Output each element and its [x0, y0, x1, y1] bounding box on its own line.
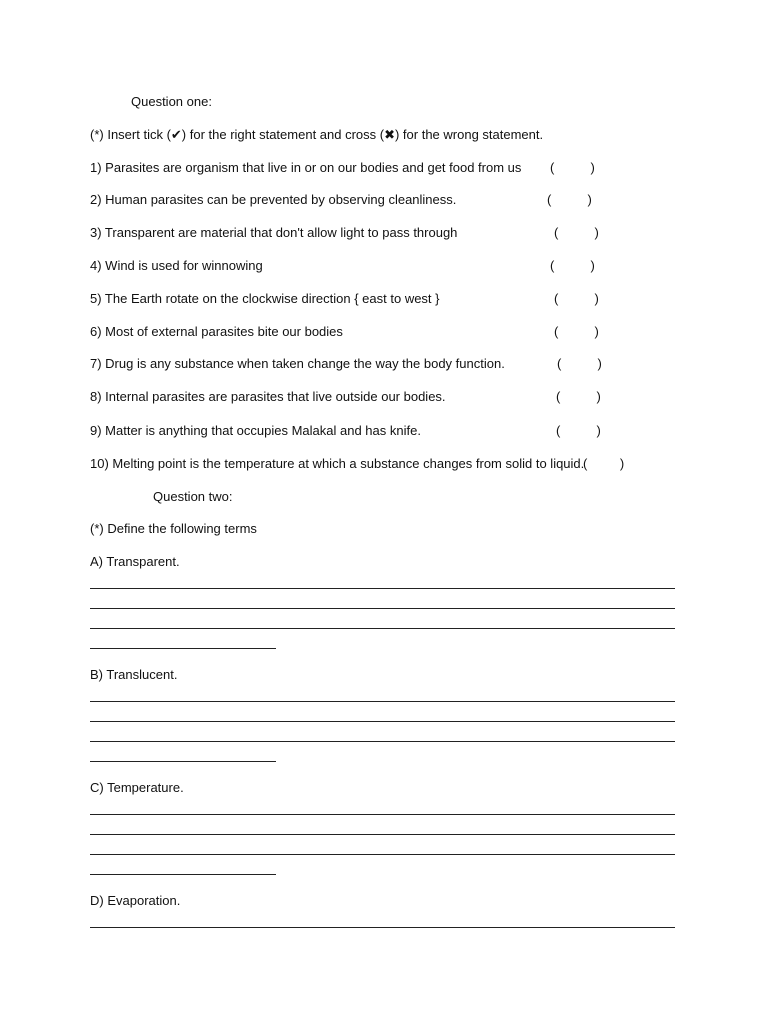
- statement-5: 5) The Earth rotate on the clockwise direction { east to west }: [90, 291, 440, 306]
- term-c-label: C) Temperature.: [90, 780, 184, 795]
- answer-box-6[interactable]: ( ): [554, 324, 599, 339]
- answer-line[interactable]: [90, 608, 675, 609]
- answer-box-2[interactable]: ( ): [547, 192, 592, 207]
- answer-line[interactable]: [90, 761, 276, 762]
- term-a-label: A) Transparent.: [90, 554, 180, 569]
- answer-line[interactable]: [90, 814, 675, 815]
- answer-line[interactable]: [90, 874, 276, 875]
- statement-7: 7) Drug is any substance when taken change the way the body function.: [90, 356, 505, 371]
- statement-3: 3) Transparent are material that don't allow light to pass through: [90, 225, 458, 240]
- statement-6: 6) Most of external parasites bite our bodies: [90, 324, 343, 339]
- answer-line[interactable]: [90, 588, 675, 589]
- question-one-instruction: (*) Insert tick (✔) for the right statement and cross (✖) for the wrong statement.: [90, 127, 544, 142]
- answer-line[interactable]: [90, 648, 276, 649]
- question-two-instruction: (*) Define the following terms: [90, 521, 257, 536]
- term-d-label: D) Evaporation.: [90, 893, 181, 908]
- question-two-title: Question two:: [153, 489, 233, 504]
- answer-line[interactable]: [90, 834, 675, 835]
- statement-10: 10) Melting point is the temperature at which a substance changes from solid to liquid.: [90, 456, 585, 471]
- question-one-title: Question one:: [131, 94, 212, 109]
- statement-4: 4) Wind is used for winnowing: [90, 258, 263, 273]
- answer-line[interactable]: [90, 854, 675, 855]
- answer-line[interactable]: [90, 741, 675, 742]
- answer-box-10[interactable]: ( ): [583, 456, 625, 471]
- answer-box-9[interactable]: ( ): [556, 423, 601, 438]
- statement-9: 9) Matter is anything that occupies Malakal and has knife.: [90, 423, 421, 438]
- term-b-label: B) Translucent.: [90, 667, 178, 682]
- answer-box-3[interactable]: ( ): [554, 225, 599, 240]
- answer-box-8[interactable]: ( ): [556, 389, 601, 404]
- answer-box-7[interactable]: ( ): [557, 356, 602, 371]
- answer-box-4[interactable]: ( ): [550, 258, 595, 273]
- statement-2: 2) Human parasites can be prevented by observing cleanliness.: [90, 192, 457, 207]
- statement-8: 8) Internal parasites are parasites that live outside our bodies.: [90, 389, 446, 404]
- answer-box-5[interactable]: ( ): [554, 291, 599, 306]
- statement-1: 1) Parasites are organism that live in or on our bodies and get food from us: [90, 160, 522, 175]
- answer-box-1[interactable]: ( ): [550, 160, 595, 175]
- answer-line[interactable]: [90, 701, 675, 702]
- answer-line[interactable]: [90, 721, 675, 722]
- answer-line[interactable]: [90, 628, 675, 629]
- answer-line[interactable]: [90, 927, 675, 928]
